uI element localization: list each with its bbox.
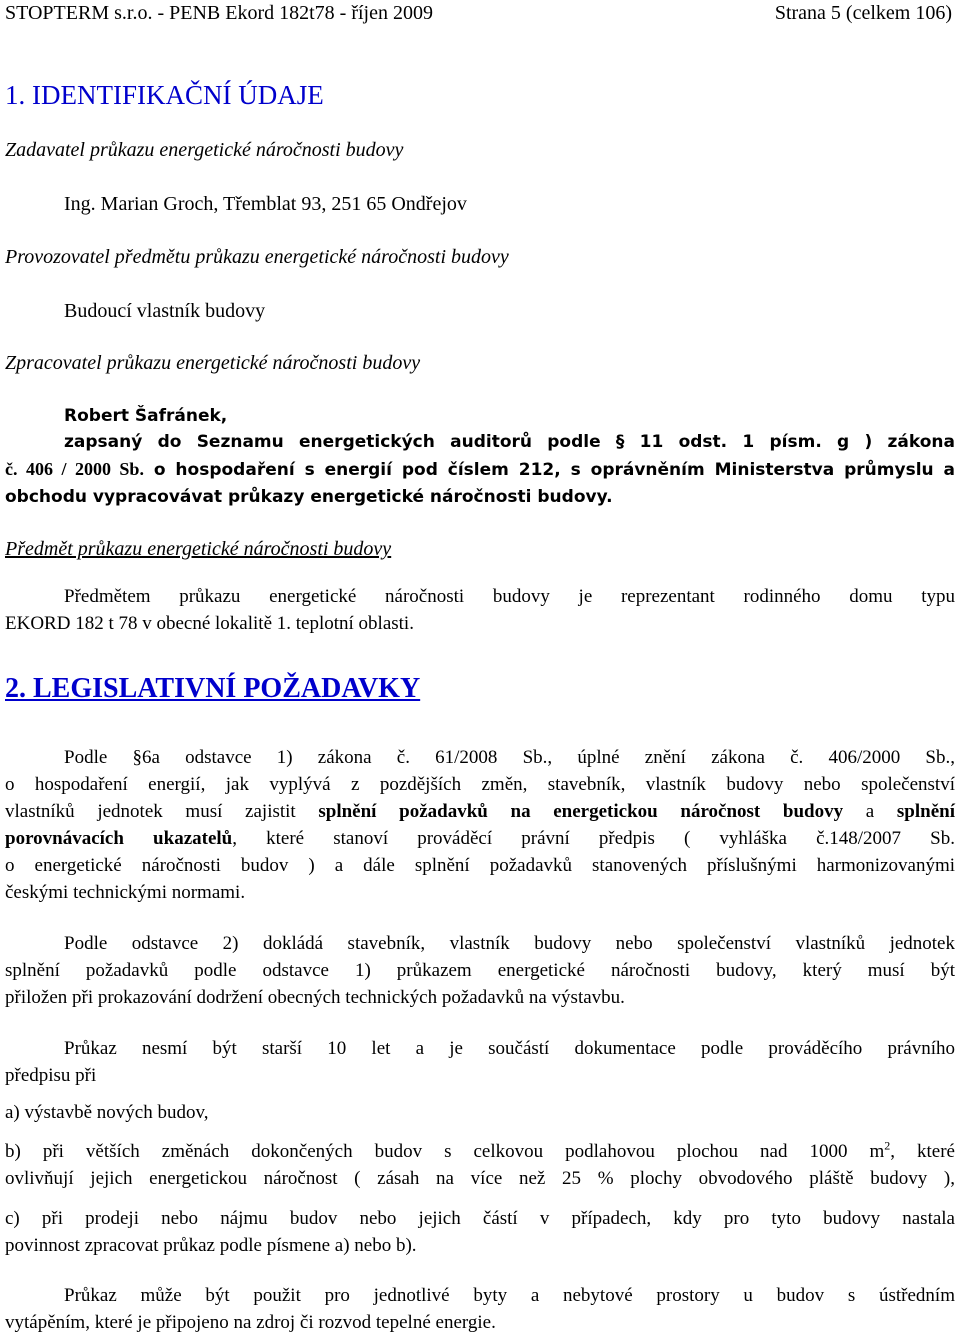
authorization-text: o hospodaření s energií pod číslem 212, s oprávněním Ministerstva průmyslu a — [143, 460, 955, 480]
list-item-c-line-1: c) při prodeji nebo nájmu budov nebo jejich částí v případech, kdy pro tyto budovy nastala — [5, 1208, 955, 1229]
section2-heading: 2. LEGISLATIVNÍ POŽADAVKY — [5, 673, 421, 704]
section1-heading: 1. IDENTIFIKAČNÍ ÚDAJE — [5, 80, 324, 110]
legal-p1-line-3 — [5, 801, 955, 823]
processor-name: Robert Šafránek, — [64, 406, 228, 426]
legal-p1-line-2: o hospodaření energií, jak vyplývá z pozdějších změn, stavebník, vlastník budovy nebo společenství — [5, 774, 955, 795]
law-reference: č. 406 / 2000 Sb. — [5, 459, 144, 479]
applicant-value: Ing. Marian Groch, Třemblat 93, 251 65 Ondřejov — [64, 193, 467, 215]
legal-p1-line-3-bold: splnění požadavků na energetickou náročnost budovy — [318, 801, 844, 822]
legal-p3-line-1: Průkaz nesmí být starší 10 let a je součástí dokumentace podle prováděcího právního — [64, 1038, 955, 1059]
list-item-b-line-2: ovlivňují jejich energetickou náročnost ( zásah na více než 25 % plochy obvodového pláště budovy ), — [5, 1168, 955, 1189]
processor-label: Zpracovatel průkazu energetické náročnosti budovy — [5, 352, 421, 374]
legal-p1-line-6: českými technickými normami. — [5, 882, 246, 903]
legal-p4-line-2: vytápěním, které je připojeno na zdroj či rozvod tepelné energie. — [5, 1312, 496, 1333]
legal-p1-line-4 — [5, 828, 955, 850]
legal-p1-line-3-text: vlastníků jednotek musí zajistit — [5, 801, 319, 822]
header-page-number: Strana 5 (celkem 106) — [774, 2, 952, 24]
list-item-c-line-2: povinnost zpracovat průkaz podle písmene a) nebo b). — [5, 1235, 417, 1256]
list-item-b-text-end: , které — [890, 1141, 955, 1162]
authorization-continuation: obchodu vypracovávat průkazy energetické náročnosti budovy. — [5, 487, 613, 507]
legal-p2-line-1: Podle odstavce 2) dokládá stavebník, vlastník budovy nebo společenství vlastníků jednotek — [64, 933, 955, 954]
processor-registration-line: zapsaný do Seznamu energetických auditorů podle § 11 odst. 1 písm. g ) zákona — [64, 432, 955, 452]
operator-value: Budoucí vlastník budovy — [64, 300, 266, 322]
superscript-exponent: 2 — [884, 1138, 891, 1153]
legal-p1-line-4-bold: porovnávacích ukazatelů — [5, 828, 233, 849]
legal-p2-line-3: přiložen při prokazování dodržení obecných technických požadavků na výstavbu. — [5, 987, 625, 1008]
subject-line-1: Předmětem průkazu energetické náročnosti budovy je reprezentant rodinného domu typu — [64, 586, 955, 607]
legal-p4-line-1: Průkaz může být použit pro jednotlivé byty a nebytové prostory u budov s ústředním — [64, 1285, 955, 1306]
legal-p2-line-2: splnění požadavků podle odstavce 1) průkazem energetické náročnosti budovy, který musí být — [5, 960, 955, 981]
legal-p1-line-4-text: , které stanoví prováděcí právní předpis ( vyhláška č.148/2007 Sb. — [232, 828, 955, 849]
applicant-label: Zadavatel průkazu energetické náročnosti budovy — [5, 139, 404, 161]
legal-p3-line-2: předpisu při — [5, 1065, 97, 1086]
list-item-a: a) výstavbě nových budov, — [5, 1102, 209, 1123]
subject-label: Předmět průkazu energetické náročnosti budovy — [5, 538, 392, 560]
operator-label: Provozovatel předmětu průkazu energetické náročnosti budovy — [5, 246, 509, 268]
list-item-b-text: b) při větších změnách dokončených budov s celkovou podlahovou plochou nad 1000 m — [5, 1141, 885, 1162]
list-item-b-line-1 — [5, 1138, 955, 1163]
legal-p1-line-5: o energetické náročnosti budov ) a dále splnění požadavků stanovených příslušnými harmonizovanými — [5, 855, 955, 876]
processor-authorization-line — [5, 459, 955, 480]
legal-p1-line-3-bold-end: splnění — [896, 801, 955, 822]
legal-p1-line-1: Podle §6a odstavce 1) zákona č. 61/2008 Sb., úplné znění zákona č. 406/2000 Sb., — [64, 747, 955, 768]
subject-line-2: EKORD 182 t 78 v obecné lokalitě 1. teplotní oblasti. — [5, 613, 414, 634]
legal-p1-line-3-and: a — [843, 801, 897, 822]
header-left: STOPTERM s.r.o. - PENB Ekord 182t78 - říjen 2009 — [5, 2, 433, 24]
